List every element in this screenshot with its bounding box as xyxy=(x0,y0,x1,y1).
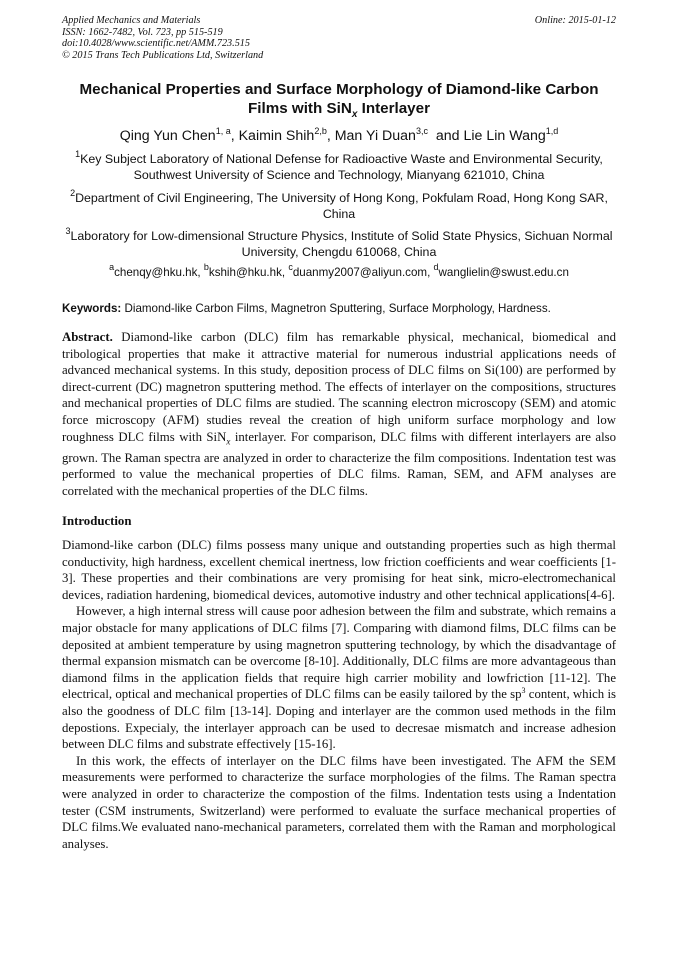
journal-header xyxy=(62,15,616,61)
email[interactable]: $^d$wanglielin@swust.edu.cn xyxy=(433,262,569,279)
paper-title xyxy=(40,80,638,124)
author: Lie Lin Wang$^{1,d}$ xyxy=(463,126,559,144)
keywords-text: Diamond-like Carbon Films, Magnetron Sputtering, Surface Morphology, Hardness. xyxy=(121,302,551,315)
affiliation-2: $^2$Department of Civil Engineering, The University of Hong Kong, Pokfulam Road, Hong Kong SAR, China xyxy=(70,188,608,221)
author: Qing Yun Chen$^{1, a}$, xyxy=(119,126,239,144)
author-list xyxy=(40,127,638,145)
affiliation-1: $^1$Key Subject Laboratory of National Defense for Radioactive Waste and Environmental Security, Southwest University of Science and Technology, Mianyang 621010, China xyxy=(75,149,603,182)
issn-line: ISSN: 1662-7482, Vol. 723, pp 515-519 xyxy=(62,26,223,38)
abstract-subscript: x xyxy=(226,436,231,447)
section-heading-introduction: Introduction xyxy=(62,514,132,528)
author: Kaimin Shih$^{2,b}$, xyxy=(238,126,335,144)
title-subscript: x xyxy=(351,109,358,121)
abstract-text-end: interlayer. For comparison, DLC films with different interlayers are also grown. The Raman spectra are analyzed in order to characterize the film compositions. Indentation test was performed to value the mechanical properties of DLC films. Raman, SEM, and AFM analyses are correlated with the mechanical properties of the DLC films. xyxy=(62,429,616,498)
email[interactable]: $^a$chenqy@hku.hk xyxy=(109,262,198,279)
email-list: $^a$chenqy@hku.hk, $^b$kshih@hku.hk, $^c$duanmy2007@aliyun.com, $^d$wanglielin@swust.edu.cn xyxy=(109,262,569,279)
keywords xyxy=(62,301,616,316)
abstract xyxy=(62,329,616,499)
affiliation-3: $^3$Laboratory for Low-dimensional Structure Physics, Institute of Solid State Physics, Sichuan Normal University, Chengdu 610068, China xyxy=(65,226,613,259)
journal-name: Applied Mechanics and Materials xyxy=(62,15,201,26)
introduction-body xyxy=(62,537,616,852)
title-text-2: Films with SiN xyxy=(248,100,352,117)
paragraph-3: In this work, the effects of interlayer on the DLC films have been investigated. The AFM the SEM measurements were performed to characterize the surface morphologies of the films. The Raman spectra were analyzed in order to characterize the compostion of the films. Indentation tests using a Indentation tester (CSM instruments, Switzerland) were performed to evaluate the surface mechanical properties of DLC films.We evaluated nano-mechanical parameters, correlated them with the Raman and morphological analyses. xyxy=(62,753,616,851)
author: Man Yi Duan$^{3,c}$ and xyxy=(334,126,464,144)
abstract-text: Diamond-like carbon (DLC) film has remarkable physical, mechanical, biomedical and tribological properties that make it attractive material for numerous industrial applications needs of advanced mechanical systems. In this study, deposition process of DLC films on Si(100) are performed by direct-current (DC) magnetron sputtering method. The effects of interlayer on the compositions, structures and mechanical properties of DLC films are studied. The scanning electron microscopy (SEM) and atomic force microscopy (AFM) studies reveal the creation of high uniform surface morphology and low roughness DLC films with SiN xyxy=(62,330,616,444)
online-date: Online: 2015-01-12 xyxy=(534,15,616,26)
doi-line[interactable]: doi:10.4028/www.scientific.net/AMM.723.515 xyxy=(62,38,250,50)
abstract-label: Abstract. xyxy=(62,330,113,344)
keywords-label: Keywords: xyxy=(62,302,122,315)
email[interactable]: $^c$duanmy2007@aliyun.com xyxy=(288,262,428,279)
title-line-1: Mechanical Properties and Surface Morphology of Diamond-like Carbon xyxy=(79,81,599,98)
copyright-line: © 2015 Trans Tech Publications Ltd, Switzerland xyxy=(62,49,264,61)
title-text-2-end: Interlayer xyxy=(357,100,430,117)
title-line-2 xyxy=(40,99,638,124)
paragraph-2: However, a high internal stress will cause poor adhesion between the film and substrate, which remains a major obstacle for many applications of DLC films [7]. Comparing with diamond films, DLC films can be deposited at ambient temperature by using magnetron sputtering technology, by which the disadvantage of thermal expansion mismatch can be overcome [8-10]. Additionally, DLC films are more advantageous than diamond films in the application fields that require high carrier mobility and lowfriction [11-12]. The electrical, optical and mechanical properties of DLC films can be easily tailored by the $sp^3$ content, which is also the goodness of DLC film [13-14]. Doping and interlayer are the common used methods in the film depostions. Expecialy, the interlayer approach can be used to decresae mismatch and increase adhesion between DLC films and substrate effectively [15-16]. xyxy=(62,604,616,752)
email[interactable]: $^b$kshih@hku.hk xyxy=(203,262,282,279)
paragraph-1: Diamond-like carbon (DLC) films possess many unique and outstanding properties such as high thermal conductivity, high hardness, excellent chemical inertness, low friction coefficients and wear coefficients [1-3]. These properties and their combinations are very promising for heat sink, micro-electromechanical devices, radiation hardening, biomedical devices, automotive industry and other technical applications[4-6]. xyxy=(62,538,616,602)
